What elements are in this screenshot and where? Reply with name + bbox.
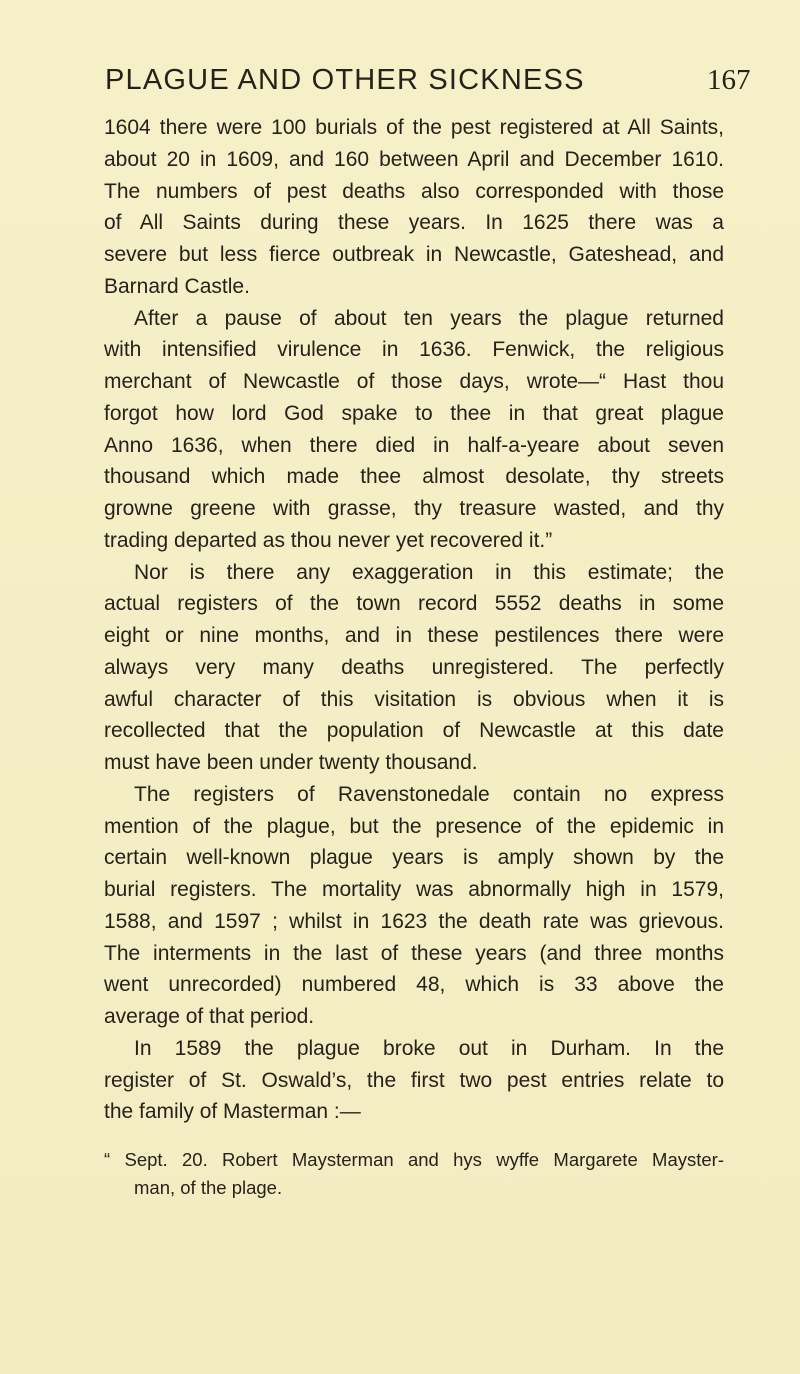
text-line: always very many deaths unregistered. The perfectly	[104, 655, 724, 679]
text-line: register of St. Oswald’s, the first two pest entries relate to	[104, 1068, 724, 1092]
text-line: In 1589 the plague broke out in Durham. In the	[134, 1036, 724, 1060]
text-line: the family of Masterman :—	[104, 1100, 361, 1124]
body-text	[104, 112, 724, 1128]
text-line: Nor is there any exaggeration in this estimate; the	[134, 560, 724, 584]
text-line: trading departed as thou never yet recovered it.”	[104, 528, 553, 552]
quote-line: man, of the plage.	[134, 1177, 283, 1198]
text-line: actual registers of the town record 5552 deaths in some	[104, 592, 724, 616]
running-title: PLAGUE AND OTHER SICKNESS	[105, 64, 585, 96]
text-line: Barnard Castle.	[104, 274, 250, 298]
text-line: merchant of Newcastle of those days, wrote—“ Hast thou	[104, 370, 724, 393]
text-line: certain well-known plague years is amply shown by the	[104, 846, 724, 870]
text-line: 1604 there were 100 burials of the pest registered at All Saints,	[104, 116, 724, 139]
quote-line: “ Sept. 20. Robert Maysterman and hys wyffe Margarete Mayster-	[104, 1149, 724, 1170]
text-line: with intensified virulence in 1636. Fenwick, the religious	[104, 338, 724, 362]
text-line: After a pause of about ten years the plague returned	[134, 306, 724, 330]
text-line: must have been under twenty thousand.	[104, 751, 478, 774]
text-line: severe but less fierce outbreak in Newcastle, Gateshead, and	[104, 243, 724, 266]
text-line: 1588, and 1597 ; whilst in 1623 the death rate was grievous.	[104, 909, 724, 933]
text-line: of All Saints during these years. In 1625 there was a	[104, 211, 724, 235]
text-line: eight or nine months, and in these pestilences there were	[104, 624, 724, 647]
text-line: Anno 1636, when there died in half-a-yeare about seven	[104, 433, 724, 457]
text-line: growne greene with grasse, thy treasure wasted, and thy	[104, 497, 724, 520]
text-line: thousand which made thee almost desolate, thy streets	[104, 465, 724, 489]
text-line: about 20 in 1609, and 160 between April and December 1610.	[104, 147, 724, 171]
page-number: 167	[707, 64, 751, 96]
register-quote	[104, 1146, 724, 1202]
text-line: average of that period.	[104, 1005, 315, 1028]
text-line: burial registers. The mortality was abnormally high in 1579,	[104, 878, 724, 901]
text-line: awful character of this visitation is obvious when it is	[104, 687, 724, 711]
text-line: The numbers of pest deaths also corresponded with those	[104, 179, 724, 203]
text-line: The registers of Ravenstonedale contain no express	[134, 782, 724, 806]
text-line: forgot how lord God spake to thee in that great plague	[104, 401, 724, 425]
text-line: recollected that the population of Newcastle at this date	[104, 719, 724, 743]
text-line: mention of the plague, but the presence of the epidemic in	[104, 814, 724, 838]
page-header	[0, 62, 800, 102]
text-line: The interments in the last of these years (and three months	[104, 941, 724, 965]
text-line: went unrecorded) numbered 48, which is 33 above the	[104, 973, 724, 997]
